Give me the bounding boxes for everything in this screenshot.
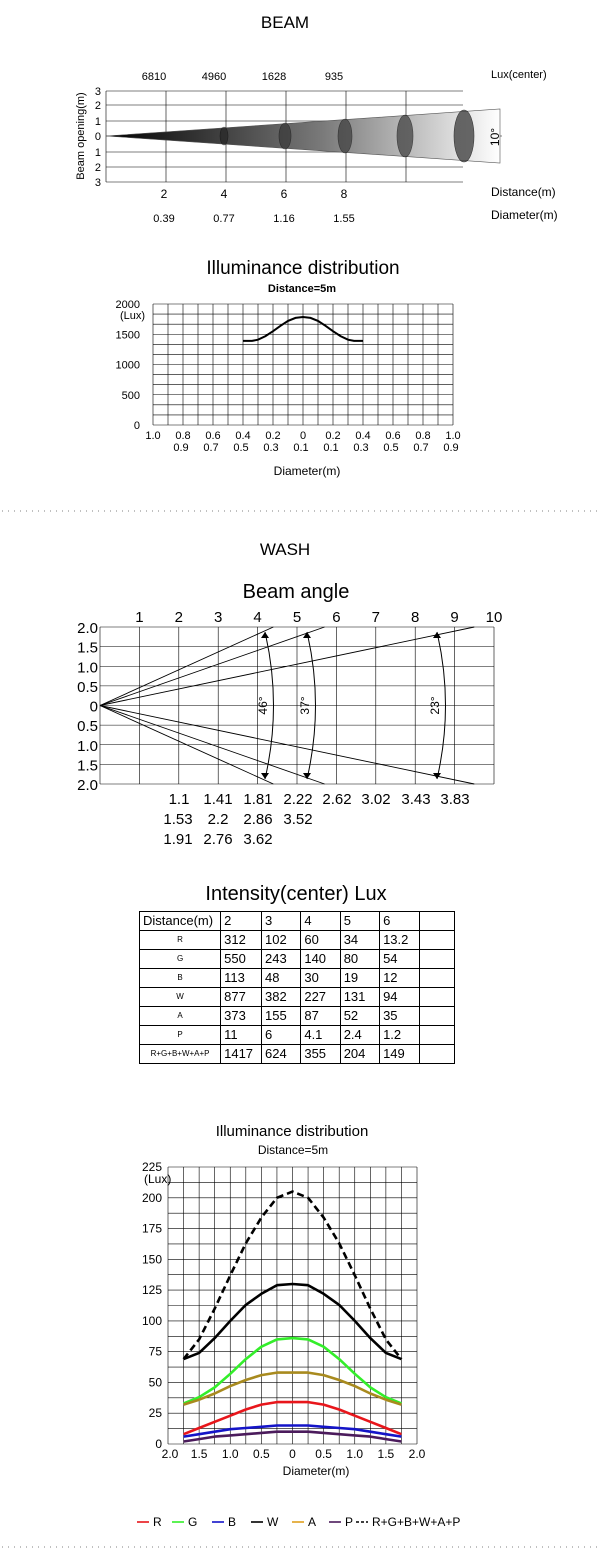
beam-illum-x-tick: 0.4 (355, 430, 371, 442)
intensity-header-row (140, 912, 455, 931)
intensity-cell: 113 (221, 969, 262, 988)
wash-beam-angle-label: 37° (298, 696, 312, 715)
beam-illum-x-tick: 0 (299, 430, 307, 442)
intensity-cell: 87 (301, 1007, 340, 1026)
beam-y-tick: 1 (94, 147, 101, 159)
beam-illum-y-tick: 1500 (115, 329, 140, 342)
beam-illum-x-tick: 0.2 (325, 430, 341, 442)
intensity-row-label: P (140, 1026, 221, 1045)
intensity-row (140, 950, 455, 969)
beam-illum-y-tick: 500 (121, 389, 140, 402)
wash-illum-y-tick: 0 (155, 1437, 162, 1451)
beam-distance-value: 2 (160, 187, 168, 201)
intensity-cell: 877 (221, 988, 262, 1007)
wash-beam-angle-y-tick: 0 (89, 698, 98, 716)
wash-beam-angle-x-tick: 9 (450, 609, 459, 626)
beam-distance-value: 6 (280, 187, 288, 201)
wash-illum-y-tick: 150 (141, 1252, 162, 1267)
legend-label: P (345, 1515, 354, 1529)
beam-y-label: Beam opening(m) (75, 92, 87, 180)
beam-y-tick: 1 (94, 116, 101, 128)
legend-label: A (308, 1515, 317, 1529)
wash-illum-y-tick: 50 (148, 1375, 162, 1390)
wash-beam-angle-value: 1.91 (163, 831, 193, 848)
wash-beam-angle-x-tick: 1 (135, 609, 144, 626)
beam-distance-value: 4 (220, 187, 228, 201)
legend-label: B (228, 1515, 237, 1529)
beam-illuminance-chart (116, 258, 461, 478)
intensity-cell: 12 (380, 969, 420, 988)
wash-beam-angle-x-tick: 2 (174, 609, 183, 626)
wash-beam-angle-value: 1.41 (203, 791, 233, 808)
beam-lux-values (142, 71, 343, 83)
wash-illum-x-tick: 0 (289, 1447, 296, 1461)
beam-y-tick: 3 (94, 86, 101, 98)
intensity-cell: 4 (301, 912, 340, 931)
legend-label: R+G+B+W+A+P (372, 1515, 461, 1529)
beam-illum-x-tick: 0.6 (205, 430, 221, 442)
intensity-cell (420, 988, 455, 1007)
beam-illum-x-tick: 0.3 (353, 442, 369, 454)
legend-label: W (267, 1515, 279, 1529)
wash-beam-angle-y-tick: 0.5 (77, 718, 98, 736)
wash-illum-y-unit: (Lux) (144, 1172, 172, 1186)
intensity-cell: 155 (261, 1007, 300, 1026)
beam-lux-value: 6810 (141, 71, 167, 83)
beam-distance-values (161, 187, 348, 201)
intensity-cell: 243 (261, 950, 300, 969)
wash-illum-y-tick: 75 (148, 1344, 162, 1359)
wash-beam-angle-label: 46° (256, 696, 270, 715)
wash-illum-x-tick: 1.0 (346, 1447, 364, 1461)
intensity-row (140, 969, 455, 988)
beam-y-tick: 0 (94, 131, 101, 143)
wash-beam-angle-value: 3.02 (361, 791, 391, 808)
beam-illum-y-tick: 1000 (115, 359, 140, 372)
wash-beam-angle-x-tick: 7 (371, 609, 380, 626)
wash-beam-angle-value: 2.2 (207, 811, 229, 828)
intensity-cell: 6 (380, 912, 420, 931)
wash-beam-angle-values (163, 791, 469, 848)
intensity-cell: 1.2 (380, 1026, 420, 1045)
wash-illum-y-tick: 225 (141, 1160, 162, 1174)
beam-distance-label: Distance(m) (491, 185, 556, 199)
intensity-cell: 624 (261, 1045, 300, 1064)
wash-beam-angle-value: 1.81 (243, 791, 273, 808)
beam-illum-x-label: Diameter(m) (273, 464, 341, 478)
intensity-row-label: A (140, 1007, 221, 1026)
wash-beam-angle-y-tick: 1.5 (77, 757, 98, 775)
beam-angle-label: 10° (488, 127, 502, 147)
wash-beam-angle-title: Beam angle (242, 581, 350, 603)
beam-illum-x-tick: 0.4 (235, 430, 251, 442)
wash-illum-legend (137, 1515, 460, 1529)
wash-beam-angle-value: 3.43 (401, 791, 431, 808)
wash-illum-y-tick: 100 (141, 1313, 162, 1328)
intensity-cell: 52 (340, 1007, 379, 1026)
intensity-row (140, 1045, 455, 1064)
beam-diameter-value: 1.16 (273, 213, 295, 225)
intensity-header-label: Distance(m) (140, 912, 221, 931)
intensity-cell: 35 (380, 1007, 420, 1026)
beam-y-tick: 3 (94, 177, 101, 189)
intensity-cell: 11 (221, 1026, 262, 1045)
intensity-row (140, 1026, 455, 1045)
wash-beam-angle-value: 2.76 (203, 831, 233, 848)
intensity-row (140, 1007, 455, 1026)
intensity-row (140, 931, 455, 950)
wash-beam-angle-label: 23° (428, 696, 442, 715)
beam-illum-x-tick: 1.0 (145, 430, 161, 442)
beam-diameter-values (153, 213, 354, 225)
intensity-cell: 4.1 (301, 1026, 340, 1045)
wash-beam-angle-y-tick: 2.0 (77, 777, 98, 794)
intensity-table (139, 911, 455, 1064)
intensity-cell: 48 (261, 969, 300, 988)
wash-illum-x-tick: 1.5 (190, 1447, 208, 1461)
beam-illum-x-tick: 0.7 (413, 442, 429, 454)
beam-illum-title: Illuminance distribution (206, 258, 400, 279)
beam-illum-y-tick: 0 (133, 420, 140, 432)
intensity-cell: 227 (301, 988, 340, 1007)
wash-beam-angle-value: 1.1 (168, 791, 190, 808)
intensity-cell: 30 (301, 969, 340, 988)
wash-beam-angle-x-tick: 5 (292, 609, 302, 626)
intensity-cell (420, 1007, 455, 1026)
intensity-row-label: W (140, 988, 221, 1007)
intensity-cell: 6 (261, 1026, 300, 1045)
beam-diameter-value: 0.77 (213, 213, 235, 225)
wash-illum-x-ticks (162, 1447, 426, 1461)
intensity-cell: 2.4 (340, 1026, 379, 1045)
wash-beam-angle-value: 3.83 (440, 791, 470, 808)
intensity-cell: 204 (340, 1045, 379, 1064)
wash-beam-angle-y-tick: 1.0 (77, 659, 98, 677)
wash-illum-y-ticks (142, 1160, 162, 1451)
wash-beam-angle-x-tick: 10 (485, 609, 503, 626)
wash-beam-angle-y-tick: 0.5 (77, 678, 98, 696)
intensity-cell: 60 (301, 931, 340, 950)
intensity-cell (420, 969, 455, 988)
wash-beam-angle-y-tick: 1.5 (77, 639, 98, 657)
beam-lux-value: 1628 (261, 71, 287, 83)
intensity-cell: 312 (221, 931, 262, 950)
intensity-cell (420, 1045, 455, 1064)
wash-illum-title: Illuminance distribution (215, 1123, 369, 1140)
intensity-cell (420, 1026, 455, 1045)
intensity-cell: 140 (301, 950, 340, 969)
wash-illum-y-tick: 200 (141, 1190, 162, 1205)
beam-y-tick: 2 (94, 162, 101, 174)
beam-diameter-value: 1.55 (333, 213, 355, 225)
beam-diagram (75, 69, 558, 225)
wash-illum-x-tick: 1.0 (221, 1447, 239, 1461)
intensity-row-label: B (140, 969, 221, 988)
intensity-cell: 3 (261, 912, 300, 931)
beam-illum-grid (153, 304, 453, 425)
beam-illum-y-unit: (Lux) (120, 310, 146, 322)
beam-lux-label: Lux(center) (491, 69, 547, 81)
beam-diameter-label: Diameter(m) (491, 208, 558, 222)
wash-illum-x-tick: 2.0 (161, 1447, 179, 1461)
wash-illum-subtitle: Distance=5m (257, 1143, 329, 1157)
intensity-title: Intensity(center) Lux (205, 883, 387, 905)
beam-illum-subtitle: Distance=5m (267, 283, 337, 295)
intensity-cell (420, 912, 455, 931)
wash-illum-y-tick: 25 (148, 1406, 162, 1421)
intensity-cell: 13.2 (380, 931, 420, 950)
beam-illum-x-tick: 0.7 (203, 442, 219, 454)
wash-illuminance-chart (137, 1123, 460, 1529)
intensity-cell: 382 (261, 988, 300, 1007)
wash-beam-angle-y-tick: 2.0 (77, 620, 98, 637)
intensity-cell: 34 (340, 931, 379, 950)
wash-beam-angle-x-tick: 6 (332, 609, 341, 626)
beam-illum-x-tick: 0.8 (175, 430, 191, 442)
intensity-row-label: R (140, 931, 221, 950)
wash-beam-angle-x-tick: 4 (253, 609, 262, 626)
beam-illum-x-tick: 0.5 (383, 442, 399, 454)
wash-illum-x-label: Diameter(m) (282, 1464, 350, 1478)
wash-beam-angle-value: 2.86 (243, 811, 273, 828)
beam-illum-x-tick: 0.1 (323, 442, 339, 454)
wash-illum-y-tick: 175 (141, 1221, 162, 1236)
legend-label: R (153, 1515, 162, 1529)
wash-illum-y-tick: 125 (141, 1283, 162, 1298)
wash-illum-x-tick: 0.5 (253, 1447, 270, 1461)
wash-section-title: WASH (259, 540, 311, 559)
intensity-cell: 149 (380, 1045, 420, 1064)
beam-illum-x-ticks-top (145, 430, 460, 442)
beam-lux-value: 4960 (201, 71, 227, 83)
intensity-cell: 355 (301, 1045, 340, 1064)
beam-illum-x-tick: 0.3 (263, 442, 279, 454)
wash-beam-angle-value: 2.22 (283, 791, 313, 808)
wash-beam-angle-chart (77, 581, 502, 848)
intensity-row-label: R+G+B+W+A+P (140, 1045, 221, 1064)
beam-illum-x-tick: 0.9 (173, 442, 189, 454)
beam-illum-x-tick: 0.5 (233, 442, 249, 454)
wash-beam-angle-y-tick: 1.0 (77, 737, 98, 755)
wash-illum-x-tick: 2.0 (408, 1447, 426, 1461)
wash-beam-angle-value: 3.52 (283, 811, 313, 828)
beam-illum-x-tick: 0.6 (385, 430, 401, 442)
intensity-cell: 54 (380, 950, 420, 969)
legend-label: G (188, 1515, 198, 1529)
beam-lux-value: 935 (324, 71, 344, 83)
intensity-cell: 5 (340, 912, 379, 931)
beam-illum-x-tick: 1.0 (445, 430, 461, 442)
wash-beam-angle-y-ticks (77, 620, 98, 794)
beam-illum-x-tick: 0.9 (443, 442, 459, 454)
beam-cone (106, 109, 500, 163)
wash-illum-x-tick: 1.5 (377, 1447, 395, 1461)
beam-illum-x-tick: 0.2 (265, 430, 281, 442)
wash-beam-angle-x-ticks (135, 609, 502, 626)
intensity-cell: 102 (261, 931, 300, 950)
intensity-cell: 373 (221, 1007, 262, 1026)
beam-illum-x-tick: 0.8 (415, 430, 431, 442)
beam-diameter-value: 0.39 (153, 213, 175, 225)
intensity-cell: 19 (340, 969, 379, 988)
intensity-cell: 94 (380, 988, 420, 1007)
beam-illum-x-tick: 0.1 (293, 442, 309, 454)
intensity-cell (420, 931, 455, 950)
wash-beam-angle-value: 2.62 (322, 791, 352, 808)
beam-y-ticks (95, 86, 101, 189)
beam-y-tick: 2 (94, 100, 101, 112)
wash-beam-angle-value: 3.62 (243, 831, 273, 848)
beam-section-title: BEAM (260, 13, 310, 32)
wash-beam-angle-x-tick: 8 (411, 609, 420, 626)
intensity-cell: 80 (340, 950, 379, 969)
wash-beam-angle-x-tick: 3 (214, 609, 223, 626)
intensity-cell: 2 (221, 912, 262, 931)
intensity-cell (420, 950, 455, 969)
intensity-cell: 131 (340, 988, 379, 1007)
intensity-cell: 1417 (221, 1045, 262, 1064)
intensity-cell: 550 (221, 950, 262, 969)
wash-illum-x-tick: 0.5 (315, 1447, 332, 1461)
intensity-row (140, 988, 455, 1007)
beam-illum-y-tick: 2000 (115, 299, 140, 311)
wash-beam-angle-value: 1.53 (163, 811, 193, 828)
beam-distance-value: 8 (340, 187, 348, 201)
intensity-row-label: G (140, 950, 221, 969)
beam-illum-x-ticks-bottom (173, 442, 458, 454)
